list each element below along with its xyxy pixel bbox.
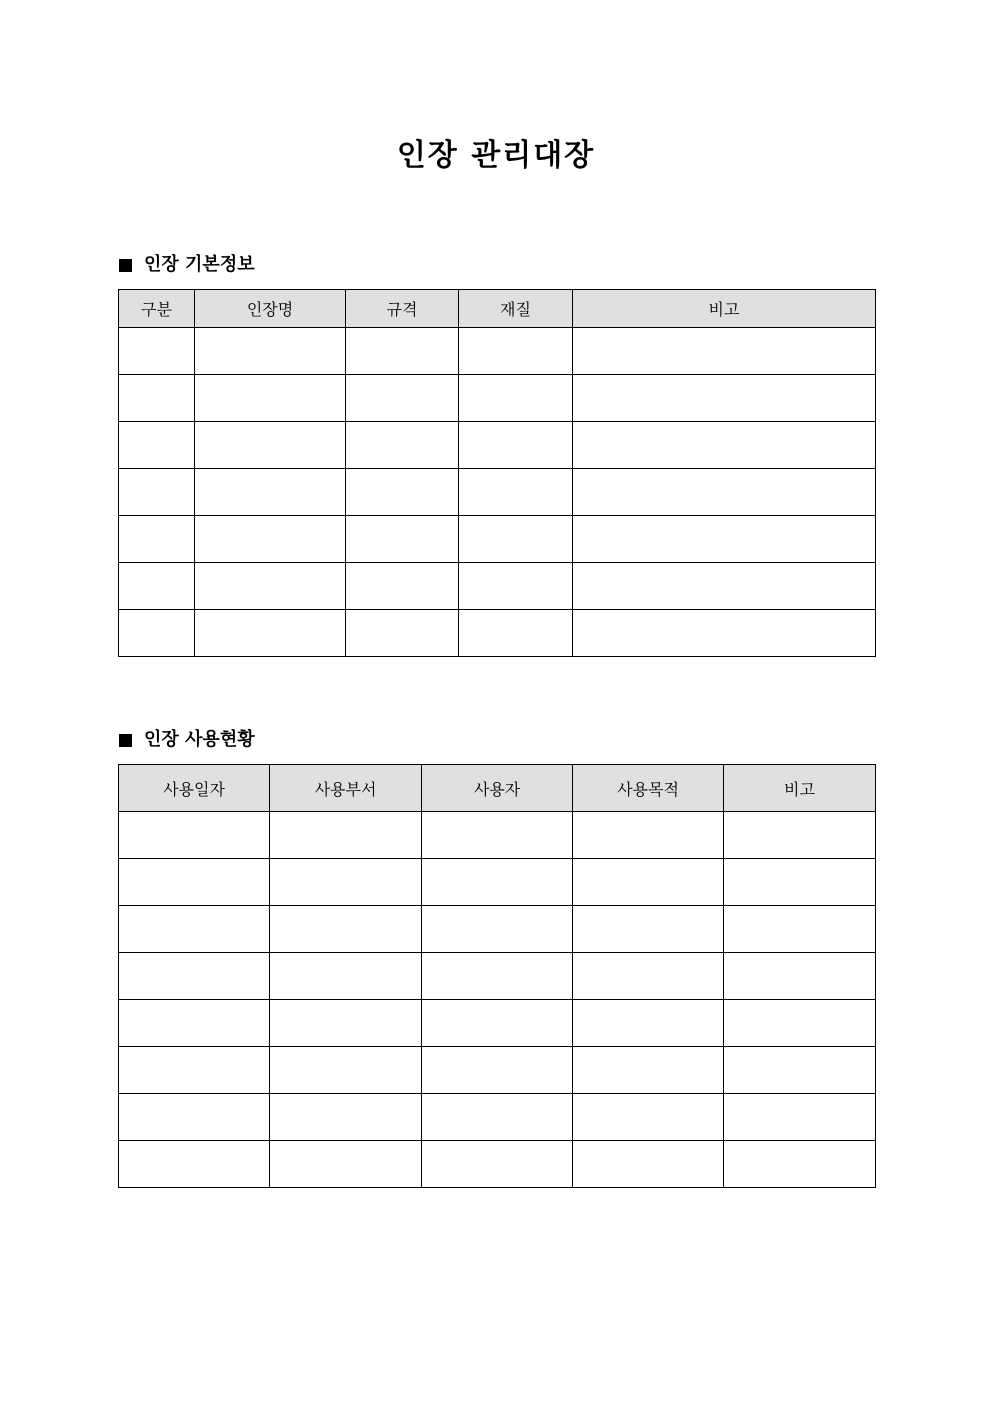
table-cell[interactable] (422, 1000, 573, 1047)
square-bullet-icon (119, 259, 132, 272)
table-cell[interactable] (573, 953, 724, 1000)
table-cell[interactable] (459, 328, 573, 375)
table-cell[interactable] (422, 1047, 573, 1094)
table-cell[interactable] (573, 812, 724, 859)
square-bullet-icon (119, 734, 132, 747)
table-cell[interactable] (270, 1000, 422, 1047)
table-row (119, 906, 876, 953)
column-header: 재질 (459, 290, 573, 328)
seal-basic-info-table (118, 289, 876, 657)
table-cell[interactable] (459, 469, 573, 516)
column-header: 비고 (724, 765, 876, 812)
table-cell[interactable] (119, 328, 195, 375)
table-cell[interactable] (573, 563, 876, 610)
table-cell[interactable] (724, 906, 876, 953)
table-cell[interactable] (119, 469, 195, 516)
table-cell[interactable] (422, 1094, 573, 1141)
table-cell[interactable] (119, 516, 195, 563)
table-cell[interactable] (724, 812, 876, 859)
table-cell[interactable] (119, 1047, 270, 1094)
table-row (119, 1000, 876, 1047)
table-cell[interactable] (195, 516, 346, 563)
table-row (119, 812, 876, 859)
column-header: 구분 (119, 290, 195, 328)
table-cell[interactable] (119, 563, 195, 610)
table-row (119, 1094, 876, 1141)
table-row (119, 469, 876, 516)
table-cell[interactable] (346, 610, 459, 657)
table-cell[interactable] (346, 563, 459, 610)
table-cell[interactable] (195, 563, 346, 610)
seal-usage-table (118, 764, 876, 1188)
table-cell[interactable] (119, 953, 270, 1000)
table-cell[interactable] (195, 610, 346, 657)
table-cell[interactable] (459, 516, 573, 563)
table-cell[interactable] (346, 469, 459, 516)
column-header: 규격 (346, 290, 459, 328)
table-row (119, 953, 876, 1000)
table-cell[interactable] (119, 1094, 270, 1141)
table-cell[interactable] (724, 953, 876, 1000)
table-cell[interactable] (573, 375, 876, 422)
table-cell[interactable] (270, 906, 422, 953)
table-cell[interactable] (270, 812, 422, 859)
table-cell[interactable] (346, 516, 459, 563)
table-cell[interactable] (195, 375, 346, 422)
table-row (119, 516, 876, 563)
column-header: 인장명 (195, 290, 346, 328)
column-header: 사용목적 (573, 765, 724, 812)
table-cell[interactable] (119, 375, 195, 422)
table-cell[interactable] (422, 859, 573, 906)
column-header: 사용부서 (270, 765, 422, 812)
table-row (119, 328, 876, 375)
table-cell[interactable] (119, 859, 270, 906)
table-cell[interactable] (724, 1047, 876, 1094)
table-cell[interactable] (724, 1094, 876, 1141)
section-heading-usage-status (119, 727, 255, 753)
table-cell[interactable] (346, 375, 459, 422)
table-cell[interactable] (573, 859, 724, 906)
table-header-row (119, 765, 876, 812)
table-row (119, 563, 876, 610)
column-header: 사용일자 (119, 765, 270, 812)
table-cell[interactable] (119, 906, 270, 953)
table-cell[interactable] (724, 859, 876, 906)
table-cell[interactable] (422, 906, 573, 953)
table-cell[interactable] (270, 1141, 422, 1188)
table-cell[interactable] (573, 328, 876, 375)
table-cell[interactable] (573, 1141, 724, 1188)
table-cell[interactable] (573, 1094, 724, 1141)
table-cell[interactable] (270, 859, 422, 906)
table-row (119, 375, 876, 422)
table-cell[interactable] (573, 610, 876, 657)
table-cell[interactable] (573, 422, 876, 469)
column-header: 비고 (573, 290, 876, 328)
table-cell[interactable] (195, 328, 346, 375)
table-row (119, 1141, 876, 1188)
table-cell[interactable] (270, 1047, 422, 1094)
column-header: 사용자 (422, 765, 573, 812)
table-cell[interactable] (459, 610, 573, 657)
table-cell[interactable] (195, 469, 346, 516)
table-cell[interactable] (459, 375, 573, 422)
table-row (119, 422, 876, 469)
table-cell[interactable] (422, 953, 573, 1000)
section-heading-basic-info (119, 252, 255, 278)
table-cell[interactable] (270, 953, 422, 1000)
section-heading-label: 인장 사용현황 (144, 729, 255, 750)
table-cell[interactable] (724, 1000, 876, 1047)
table-cell[interactable] (459, 422, 573, 469)
table-cell[interactable] (119, 1000, 270, 1047)
table-header-row (119, 290, 876, 328)
table-cell[interactable] (724, 1141, 876, 1188)
table-cell[interactable] (422, 1141, 573, 1188)
table-cell[interactable] (119, 610, 195, 657)
table-cell[interactable] (346, 422, 459, 469)
table-cell[interactable] (119, 1141, 270, 1188)
table-cell[interactable] (119, 812, 270, 859)
table-cell[interactable] (346, 328, 459, 375)
table-cell[interactable] (573, 469, 876, 516)
table-cell[interactable] (422, 812, 573, 859)
table-cell[interactable] (270, 1094, 422, 1141)
table-row (119, 610, 876, 657)
table-row (119, 859, 876, 906)
table-cell[interactable] (573, 1047, 724, 1094)
table-cell[interactable] (573, 516, 876, 563)
table-cell[interactable] (573, 906, 724, 953)
table-cell[interactable] (573, 1000, 724, 1047)
table-cell[interactable] (195, 422, 346, 469)
page-title: 인장 관리대장 (396, 138, 596, 173)
table-cell[interactable] (119, 422, 195, 469)
table-row (119, 1047, 876, 1094)
section-heading-label: 인장 기본정보 (144, 254, 255, 275)
table-cell[interactable] (459, 563, 573, 610)
